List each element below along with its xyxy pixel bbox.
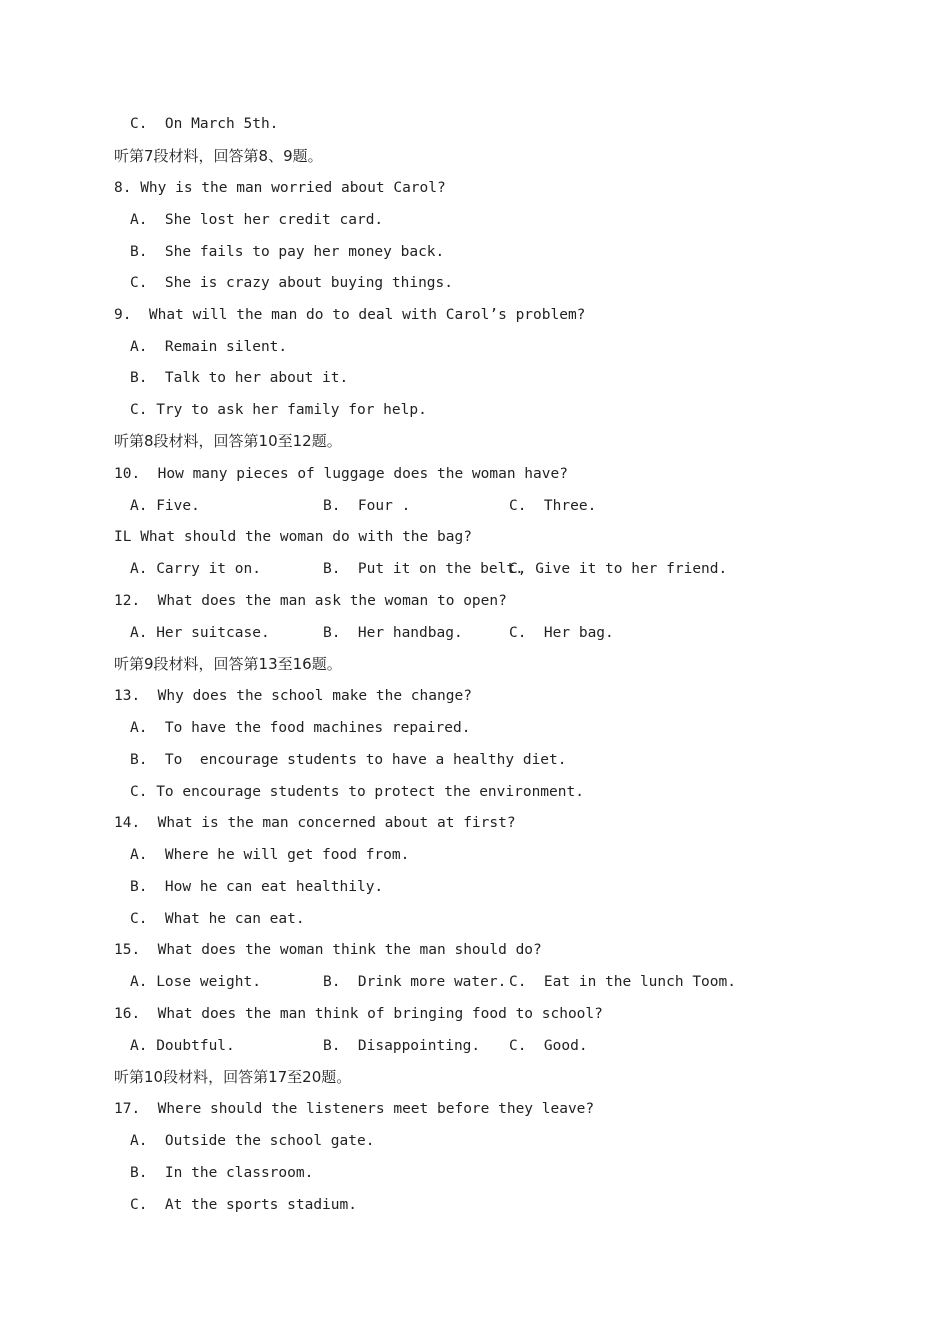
section-heading: 听第10段材料，回答第17至20题。 — [114, 1068, 352, 1086]
option-b: B. Drink more water. — [323, 974, 507, 990]
option-row — [130, 494, 830, 518]
option-line: C. At the sports stadium. — [130, 1197, 357, 1213]
option-a: A. Lose weight. — [130, 974, 261, 990]
option-line: A. She lost her credit card. — [130, 212, 384, 228]
question-line: 14. What is the man concerned about at first? — [114, 815, 516, 831]
question-line: 8. Why is the man worried about Carol? — [114, 180, 446, 196]
option-line: C. To encourage students to protect the environment. — [130, 784, 584, 800]
option-line: C. On March 5th. — [130, 116, 279, 132]
section-heading: 听第8段材料，回答第10至12题。 — [114, 432, 342, 450]
question-line: 16. What does the man think of bringing food to school? — [114, 1006, 603, 1022]
question-line: 17. Where should the listeners meet before they leave? — [114, 1101, 595, 1117]
question-line: 15. What does the woman think the man should do? — [114, 942, 542, 958]
option-b: B. Disappointing. — [323, 1038, 481, 1054]
option-line: B. In the classroom. — [130, 1165, 314, 1181]
option-line: B. How he can eat healthily. — [130, 879, 384, 895]
option-b: B. Her handbag. — [323, 625, 463, 641]
option-line: A. Where he will get food from. — [130, 847, 410, 863]
option-a: A. Five. — [130, 498, 200, 514]
section-heading: 听第9段材料，回答第13至16题。 — [114, 655, 342, 673]
option-line: B. She fails to pay her money back. — [130, 244, 445, 260]
option-b: B. Four . — [323, 498, 411, 514]
option-c: C, Give it to her friend. — [509, 561, 728, 577]
option-a: A. Carry it on. — [130, 561, 261, 577]
option-line: B. To encourage students to have a healthy diet. — [130, 752, 567, 768]
option-line: A. Remain silent. — [130, 339, 288, 355]
option-a: A. Her suitcase. — [130, 625, 270, 641]
option-c: C. Good. — [509, 1038, 588, 1054]
question-line: 9. What will the man do to deal with Carol’s problem? — [114, 307, 586, 323]
option-a: A. Doubtful. — [130, 1038, 235, 1054]
question-line: 13. Why does the school make the change? — [114, 688, 472, 704]
option-line: C. What he can eat. — [130, 911, 305, 927]
option-row — [130, 621, 830, 645]
option-c: C. Eat in the lunch Toom. — [509, 974, 736, 990]
option-c: C. Three. — [509, 498, 597, 514]
option-line: A. Outside the school gate. — [130, 1133, 375, 1149]
question-line: 10. How many pieces of luggage does the woman have? — [114, 466, 568, 482]
option-c: C. Her bag. — [509, 625, 614, 641]
option-line: B. Talk to her about it. — [130, 370, 349, 386]
option-row — [130, 557, 830, 581]
option-b: B. Put it on the belt. — [323, 561, 524, 577]
question-line: 12. What does the man ask the woman to open? — [114, 593, 507, 609]
option-line: A. To have the food machines repaired. — [130, 720, 471, 736]
option-row — [130, 1034, 830, 1058]
option-row — [130, 970, 830, 994]
question-line: IL What should the woman do with the bag? — [114, 529, 472, 545]
section-heading: 听第7段材料，回答第8、9题。 — [114, 147, 323, 165]
option-line: C. Try to ask her family for help. — [130, 402, 427, 418]
option-line: C. She is crazy about buying things. — [130, 275, 454, 291]
